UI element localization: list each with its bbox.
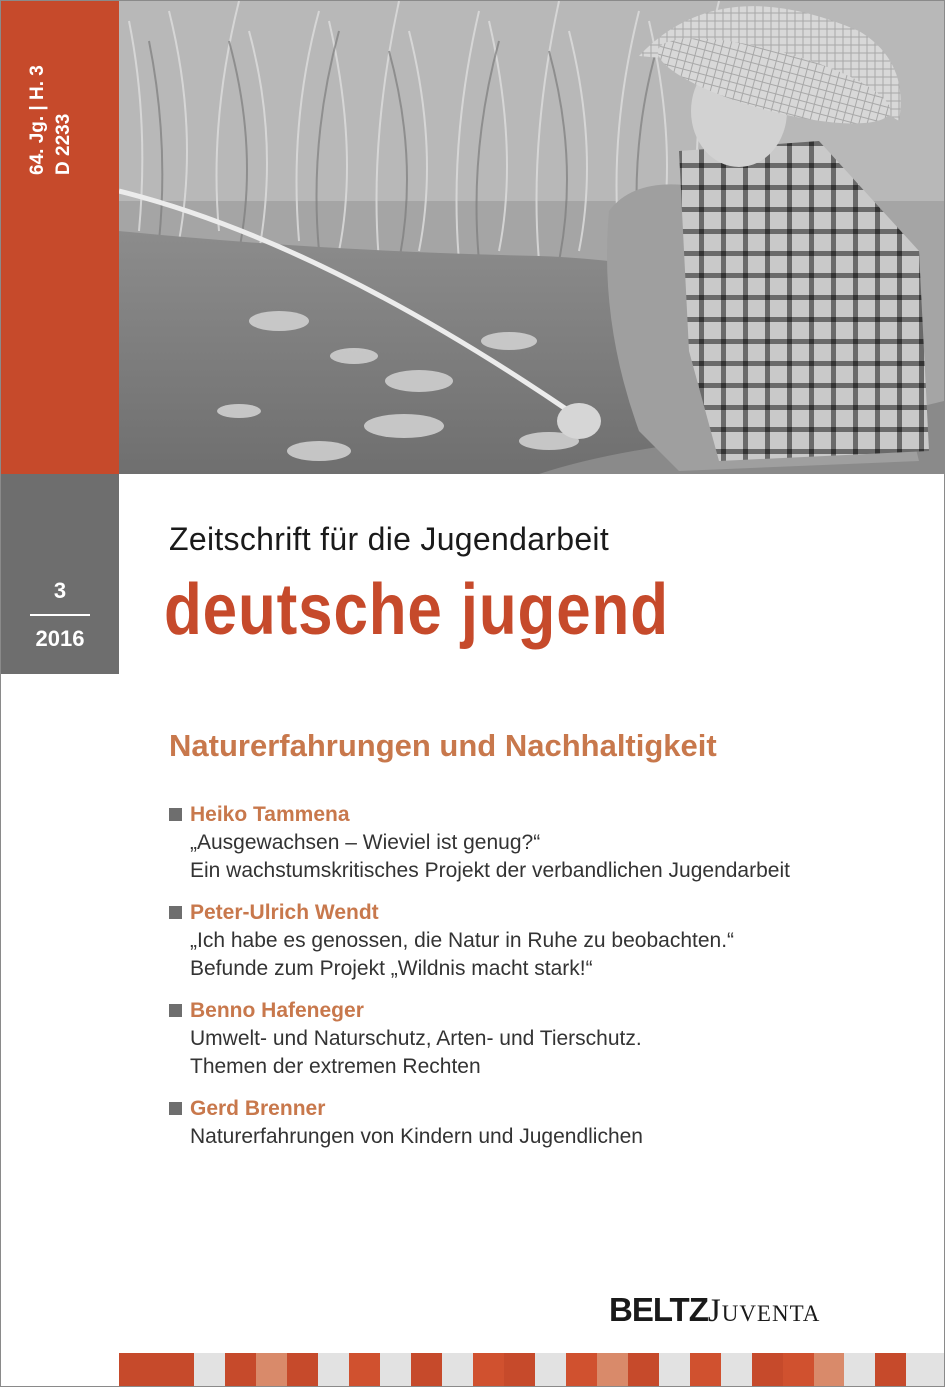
article-item <box>169 997 889 1081</box>
square-bullet-icon <box>169 808 182 821</box>
article-author: Gerd Brenner <box>190 1097 326 1120</box>
article-item <box>169 899 889 983</box>
article-subtitle: Themen der extremen Rechten <box>190 1055 481 1078</box>
article-title: „Ausgewachsen – Wieviel ist genug?“ <box>190 831 541 854</box>
square-bullet-icon <box>169 1004 182 1017</box>
issue-year: 2016 <box>35 626 85 651</box>
volume-info <box>25 65 77 175</box>
publisher-logo <box>609 1291 820 1330</box>
article-item <box>169 1095 889 1151</box>
article-item <box>169 801 889 885</box>
article-author: Heiko Tammena <box>190 803 350 826</box>
journal-title: deutsche jugend <box>164 570 669 650</box>
issue-number: 3 <box>53 578 67 603</box>
article-list <box>169 801 889 1165</box>
issue-theme: Naturerfahrungen und Nachhaltigkeit <box>169 728 717 763</box>
volume-line: 64. Jg. | H. 3 <box>27 65 48 175</box>
publisher-part-2: Juventa <box>707 1293 821 1329</box>
side-band <box>1 1 119 474</box>
publisher-part-1: BELTZ <box>609 1291 708 1328</box>
issue-divider <box>30 614 90 616</box>
article-subtitle: Ein wachstumskritisches Projekt der verbandlichen Jugendarbeit <box>190 859 790 882</box>
code-line: D 2233 <box>53 113 74 175</box>
cover-photo <box>119 1 944 474</box>
article-subtitle: Befunde zum Projekt „Wildnis macht stark!“ <box>190 957 593 980</box>
article-title: Naturerfahrungen von Kindern und Jugendlichen <box>190 1125 643 1148</box>
article-author: Peter-Ulrich Wendt <box>190 901 379 924</box>
boy-fishing-photo-icon <box>119 1 944 474</box>
journal-subtitle: Zeitschrift für die Jugendarbeit <box>169 521 610 557</box>
square-bullet-icon <box>169 906 182 919</box>
issue-band <box>1 474 119 674</box>
square-bullet-icon <box>169 1102 182 1115</box>
decorative-color-strip <box>119 1353 944 1386</box>
article-title: „Ich habe es genossen, die Natur in Ruhe zu beobachten.“ <box>190 929 735 952</box>
article-author: Benno Hafeneger <box>190 999 364 1022</box>
article-title: Umwelt- und Naturschutz, Arten- und Tierschutz. <box>190 1027 642 1050</box>
